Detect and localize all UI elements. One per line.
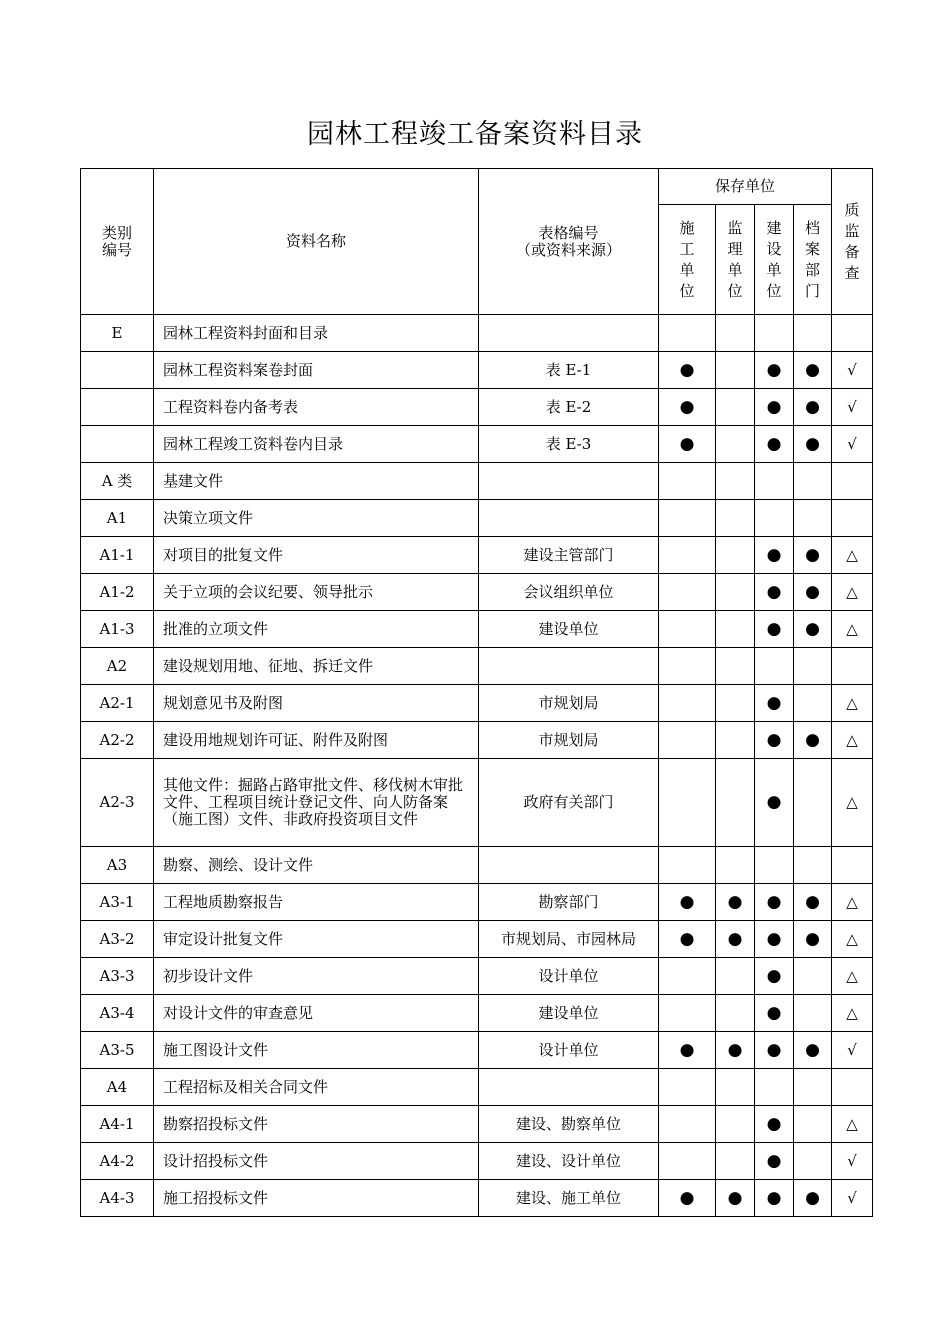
cell-code: A1-1 — [81, 537, 154, 574]
cell-owner-mark: ● — [755, 722, 794, 759]
header-owner-unit: 建 设 单 位 — [755, 205, 794, 315]
cell-owner-mark: ● — [755, 1032, 794, 1069]
table-row — [81, 389, 873, 426]
cell-supervision-mark — [716, 426, 755, 463]
cell-owner-mark — [755, 500, 794, 537]
cell-form: 建设、施工单位 — [479, 1180, 659, 1217]
cell-construction-mark — [659, 685, 716, 722]
cell-form: 市规划局 — [479, 685, 659, 722]
cell-name: 决策立项文件 — [154, 500, 479, 537]
cell-supervision-mark — [716, 574, 755, 611]
cell-form — [479, 315, 659, 352]
table-row — [81, 611, 873, 648]
cell-name: 园林工程资料封面和目录 — [154, 315, 479, 352]
cell-supervision-mark — [716, 958, 755, 995]
cell-form: 表 E-1 — [479, 352, 659, 389]
cell-form: 表 E-3 — [479, 426, 659, 463]
cell-archive-mark — [794, 463, 832, 500]
cell-owner-mark: ● — [755, 611, 794, 648]
cell-code: A1 — [81, 500, 154, 537]
cell-form: 表 E-2 — [479, 389, 659, 426]
cell-supervision-mark — [716, 1069, 755, 1106]
cell-code: A2-3 — [81, 759, 154, 847]
cell-code: A1-3 — [81, 611, 154, 648]
cell-construction-mark — [659, 759, 716, 847]
table-row — [81, 884, 873, 921]
cell-construction-mark: ● — [659, 921, 716, 958]
cell-name: 勘察、测绘、设计文件 — [154, 847, 479, 884]
cell-construction-mark — [659, 315, 716, 352]
cell-form: 市规划局、市园林局 — [479, 921, 659, 958]
cell-supervision-mark — [716, 995, 755, 1032]
table-row — [81, 759, 873, 847]
cell-form: 市规划局 — [479, 722, 659, 759]
cell-quality-mark: △ — [832, 995, 873, 1032]
cell-owner-mark — [755, 847, 794, 884]
cell-quality-mark: √ — [832, 1180, 873, 1217]
cell-archive-mark — [794, 958, 832, 995]
cell-construction-mark: ● — [659, 426, 716, 463]
table-row — [81, 921, 873, 958]
cell-archive-mark — [794, 315, 832, 352]
cell-construction-mark — [659, 463, 716, 500]
cell-construction-mark: ● — [659, 352, 716, 389]
cell-quality-mark: △ — [832, 921, 873, 958]
cell-name: 对设计文件的审查意见 — [154, 995, 479, 1032]
cell-form — [479, 500, 659, 537]
cell-name: 工程招标及相关合同文件 — [154, 1069, 479, 1106]
cell-name: 其他文件：掘路占路审批文件、移伐树木审批文件、工程项目统计登记文件、向人防备案（施工图）文件、非政府投资项目文件 — [154, 759, 479, 847]
cell-form: 勘察部门 — [479, 884, 659, 921]
cell-supervision-mark: ● — [716, 1180, 755, 1217]
cell-quality-mark — [832, 648, 873, 685]
cell-construction-mark — [659, 537, 716, 574]
header-construction-unit: 施 工 单 位 — [659, 205, 716, 315]
cell-quality-mark: △ — [832, 884, 873, 921]
cell-owner-mark: ● — [755, 426, 794, 463]
cell-construction-mark — [659, 847, 716, 884]
table-row — [81, 995, 873, 1032]
cell-archive-mark — [794, 500, 832, 537]
cell-name: 建设规划用地、征地、拆迁文件 — [154, 648, 479, 685]
header-name: 资料名称 — [154, 169, 479, 315]
cell-quality-mark: △ — [832, 1106, 873, 1143]
cell-archive-mark — [794, 995, 832, 1032]
cell-owner-mark — [755, 1069, 794, 1106]
cell-archive-mark: ● — [794, 574, 832, 611]
cell-code — [81, 352, 154, 389]
cell-supervision-mark — [716, 315, 755, 352]
header-supervision-unit: 监 理 单 位 — [716, 205, 755, 315]
cell-name: 园林工程资料案卷封面 — [154, 352, 479, 389]
table-row — [81, 315, 873, 352]
cell-supervision-mark — [716, 685, 755, 722]
cell-quality-mark: △ — [832, 537, 873, 574]
table-row — [81, 1032, 873, 1069]
cell-construction-mark — [659, 722, 716, 759]
table-row — [81, 648, 873, 685]
cell-quality-mark: √ — [832, 1032, 873, 1069]
cell-archive-mark: ● — [794, 1032, 832, 1069]
table-row — [81, 426, 873, 463]
cell-construction-mark: ● — [659, 389, 716, 426]
cell-archive-mark: ● — [794, 537, 832, 574]
table-row — [81, 847, 873, 884]
cell-form: 建设主管部门 — [479, 537, 659, 574]
table-row — [81, 722, 873, 759]
cell-supervision-mark — [716, 500, 755, 537]
cell-archive-mark — [794, 1069, 832, 1106]
cell-archive-mark: ● — [794, 722, 832, 759]
cell-name: 工程地质勘察报告 — [154, 884, 479, 921]
cell-owner-mark: ● — [755, 1180, 794, 1217]
cell-form: 建设、设计单位 — [479, 1143, 659, 1180]
cell-code: A3-1 — [81, 884, 154, 921]
cell-quality-mark: △ — [832, 685, 873, 722]
cell-code: A4-2 — [81, 1143, 154, 1180]
cell-quality-mark — [832, 463, 873, 500]
cell-supervision-mark — [716, 352, 755, 389]
table-row — [81, 537, 873, 574]
cell-quality-mark — [832, 500, 873, 537]
cell-form: 设计单位 — [479, 958, 659, 995]
cell-code: A3-4 — [81, 995, 154, 1032]
cell-name: 批准的立项文件 — [154, 611, 479, 648]
header-archive-dept: 档 案 部 门 — [794, 205, 832, 315]
cell-code: A4-3 — [81, 1180, 154, 1217]
cell-construction-mark — [659, 611, 716, 648]
cell-form: 会议组织单位 — [479, 574, 659, 611]
cell-code: A4-1 — [81, 1106, 154, 1143]
cell-owner-mark: ● — [755, 958, 794, 995]
cell-owner-mark: ● — [755, 574, 794, 611]
cell-quality-mark: △ — [832, 722, 873, 759]
cell-construction-mark — [659, 1143, 716, 1180]
cell-name: 施工图设计文件 — [154, 1032, 479, 1069]
cell-construction-mark — [659, 1069, 716, 1106]
cell-quality-mark: △ — [832, 958, 873, 995]
cell-code: A2-2 — [81, 722, 154, 759]
cell-supervision-mark — [716, 1106, 755, 1143]
cell-quality-mark: △ — [832, 574, 873, 611]
cell-form: 建设单位 — [479, 611, 659, 648]
cell-owner-mark — [755, 648, 794, 685]
cell-owner-mark: ● — [755, 389, 794, 426]
cell-archive-mark — [794, 1143, 832, 1180]
cell-owner-mark: ● — [755, 1143, 794, 1180]
cell-code — [81, 389, 154, 426]
cell-owner-mark: ● — [755, 884, 794, 921]
cell-construction-mark: ● — [659, 884, 716, 921]
cell-code: A2 — [81, 648, 154, 685]
cell-name: 勘察招投标文件 — [154, 1106, 479, 1143]
cell-form: 建设、勘察单位 — [479, 1106, 659, 1143]
cell-archive-mark — [794, 685, 832, 722]
table-row — [81, 1106, 873, 1143]
cell-code: A3-3 — [81, 958, 154, 995]
cell-supervision-mark — [716, 463, 755, 500]
table-row — [81, 463, 873, 500]
cell-supervision-mark — [716, 847, 755, 884]
cell-name: 施工招投标文件 — [154, 1180, 479, 1217]
cell-form — [479, 847, 659, 884]
cell-quality-mark: √ — [832, 426, 873, 463]
cell-code: A 类 — [81, 463, 154, 500]
cell-quality-mark: △ — [832, 611, 873, 648]
cell-archive-mark: ● — [794, 1180, 832, 1217]
cell-construction-mark — [659, 995, 716, 1032]
table-row — [81, 1069, 873, 1106]
cell-construction-mark — [659, 648, 716, 685]
cell-name: 审定设计批复文件 — [154, 921, 479, 958]
cell-owner-mark: ● — [755, 921, 794, 958]
page-title: 园林工程竣工备案资料目录 — [307, 119, 643, 150]
cell-code: A2-1 — [81, 685, 154, 722]
cell-form — [479, 648, 659, 685]
cell-code: A1-2 — [81, 574, 154, 611]
cell-name: 规划意见书及附图 — [154, 685, 479, 722]
cell-name: 基建文件 — [154, 463, 479, 500]
cell-owner-mark: ● — [755, 537, 794, 574]
cell-form: 设计单位 — [479, 1032, 659, 1069]
cell-quality-mark: △ — [832, 759, 873, 847]
cell-archive-mark: ● — [794, 921, 832, 958]
cell-archive-mark — [794, 847, 832, 884]
header-quality: 质 监 备 查 — [832, 169, 873, 315]
cell-supervision-mark — [716, 759, 755, 847]
cell-archive-mark — [794, 759, 832, 847]
cell-code: A3-5 — [81, 1032, 154, 1069]
cell-supervision-mark — [716, 1143, 755, 1180]
cell-archive-mark: ● — [794, 884, 832, 921]
cell-name: 设计招投标文件 — [154, 1143, 479, 1180]
cell-form — [479, 1069, 659, 1106]
header-category: 类别 编号 — [81, 169, 154, 315]
header-save-unit: 保存单位 — [659, 169, 832, 205]
cell-owner-mark: ● — [755, 995, 794, 1032]
cell-code — [81, 426, 154, 463]
cell-quality-mark — [832, 1069, 873, 1106]
header-form: 表格编号 （或资料来源） — [479, 169, 659, 315]
table-row — [81, 1143, 873, 1180]
cell-supervision-mark: ● — [716, 921, 755, 958]
cell-owner-mark: ● — [755, 759, 794, 847]
cell-construction-mark — [659, 574, 716, 611]
cell-owner-mark: ● — [755, 352, 794, 389]
cell-form: 建设单位 — [479, 995, 659, 1032]
cell-construction-mark: ● — [659, 1032, 716, 1069]
cell-owner-mark: ● — [755, 685, 794, 722]
cell-archive-mark — [794, 1106, 832, 1143]
cell-quality-mark — [832, 847, 873, 884]
cell-construction-mark — [659, 500, 716, 537]
cell-name: 工程资料卷内备考表 — [154, 389, 479, 426]
cell-owner-mark: ● — [755, 1106, 794, 1143]
cell-quality-mark: √ — [832, 352, 873, 389]
cell-construction-mark — [659, 1106, 716, 1143]
cell-name: 初步设计文件 — [154, 958, 479, 995]
cell-owner-mark — [755, 463, 794, 500]
cell-supervision-mark — [716, 537, 755, 574]
cell-name: 园林工程竣工资料卷内目录 — [154, 426, 479, 463]
cell-form: 政府有关部门 — [479, 759, 659, 847]
cell-construction-mark — [659, 958, 716, 995]
table-row — [81, 574, 873, 611]
cell-name: 关于立项的会议纪要、领导批示 — [154, 574, 479, 611]
cell-supervision-mark: ● — [716, 1032, 755, 1069]
table-row — [81, 352, 873, 389]
cell-name: 建设用地规划许可证、附件及附图 — [154, 722, 479, 759]
cell-name: 对项目的批复文件 — [154, 537, 479, 574]
cell-code: A3 — [81, 847, 154, 884]
table-row — [81, 685, 873, 722]
cell-form — [479, 463, 659, 500]
cell-code: A4 — [81, 1069, 154, 1106]
cell-supervision-mark — [716, 611, 755, 648]
cell-archive-mark: ● — [794, 389, 832, 426]
cell-supervision-mark: ● — [716, 884, 755, 921]
archive-catalog-table — [80, 168, 873, 1217]
cell-construction-mark: ● — [659, 1180, 716, 1217]
cell-archive-mark: ● — [794, 352, 832, 389]
cell-archive-mark — [794, 648, 832, 685]
cell-archive-mark: ● — [794, 611, 832, 648]
cell-supervision-mark — [716, 389, 755, 426]
cell-supervision-mark — [716, 722, 755, 759]
cell-quality-mark: √ — [832, 389, 873, 426]
table-row — [81, 500, 873, 537]
table-row — [81, 958, 873, 995]
cell-code: A3-2 — [81, 921, 154, 958]
cell-supervision-mark — [716, 648, 755, 685]
cell-archive-mark: ● — [794, 426, 832, 463]
cell-quality-mark: √ — [832, 1143, 873, 1180]
cell-quality-mark — [832, 315, 873, 352]
table-row — [81, 1180, 873, 1217]
table-body — [81, 315, 873, 1217]
cell-code: E — [81, 315, 154, 352]
cell-owner-mark — [755, 315, 794, 352]
